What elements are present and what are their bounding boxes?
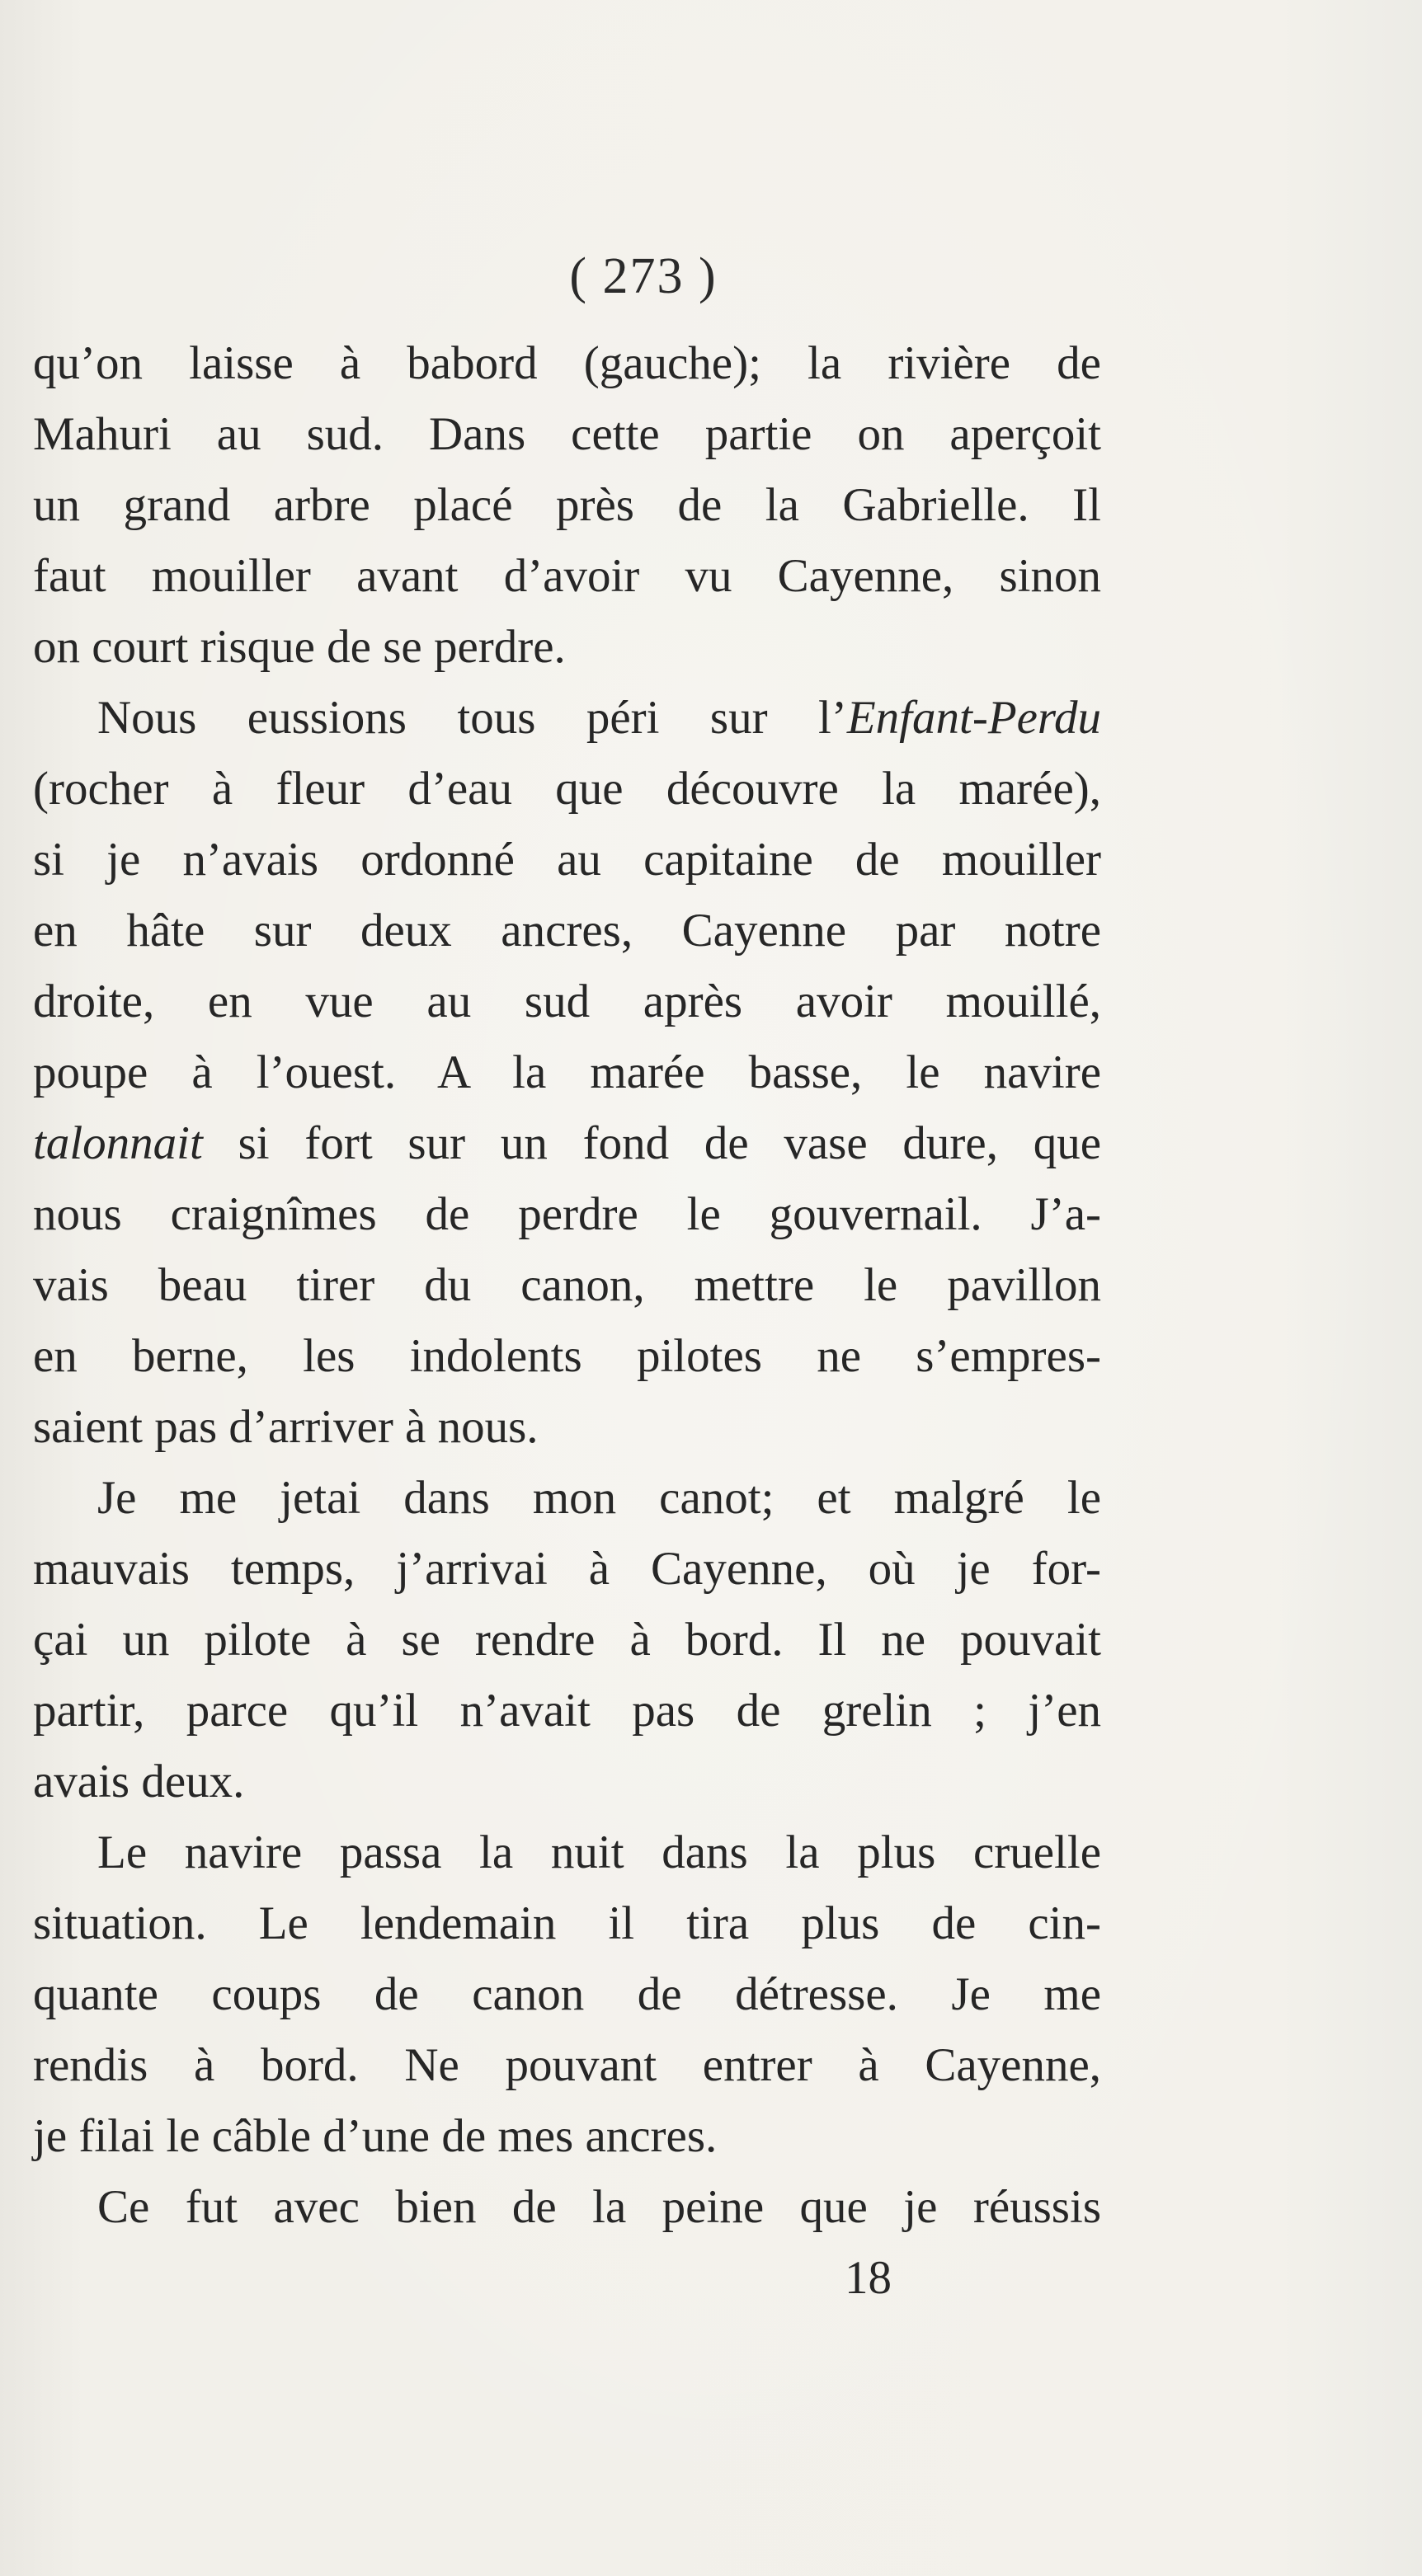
text-line: Nous eussions tous péri sur l’Enfant-Perdu — [97, 692, 1101, 744]
text-line: en hâte sur deux ancres, Cayenne par notre — [33, 905, 1101, 957]
page-number: ( 273 ) — [569, 248, 718, 304]
text-line: (rocher à fleur d’eau que découvre la marée), — [33, 763, 1101, 815]
text-line: çai un pilote à se rendre à bord. Il ne pouvait — [33, 1614, 1101, 1666]
text-line: si je n’avais ordonné au capitaine de mouiller — [33, 834, 1101, 886]
text-line: situation. Le lendemain il tira plus de cin- — [33, 1897, 1101, 1949]
text-line: partir, parce qu’il n’avait pas de grelin ; j’en — [33, 1685, 1101, 1737]
text-line: en berne, les indolents pilotes ne s’empres- — [33, 1330, 1101, 1382]
text-line: mauvais temps, j’arrivai à Cayenne, où je for- — [33, 1543, 1101, 1595]
text-line: saient pas d’arriver à nous. — [33, 1401, 539, 1453]
text-line: on court risque de se perdre. — [33, 621, 566, 673]
text-line: Mahuri au sud. Dans cette partie on aperçoit — [33, 408, 1101, 460]
italic-term: talonnait — [33, 1117, 203, 1169]
text-line: rendis à bord. Ne pouvant entrer à Cayenne, — [33, 2039, 1101, 2091]
text-line: Le navire passa la nuit dans la plus cruelle — [97, 1826, 1101, 1878]
text-line: avais deux. — [33, 1756, 245, 1807]
text-line: quante coups de canon de détresse. Je me — [33, 1968, 1101, 2020]
text-line: poupe à l’ouest. A la marée basse, le navire — [33, 1046, 1101, 1098]
text-line: talonnait si fort sur un fond de vase dure, que — [33, 1117, 1101, 1169]
text-line: Ce fut avec bien de la peine que je réussis — [97, 2181, 1101, 2233]
text-line: qu’on laisse à babord (gauche); la rivière de — [33, 337, 1101, 389]
text-line: Je me jetai dans mon canot; et malgré le — [97, 1472, 1101, 1524]
text-line: nous craignîmes de perdre le gouvernail. J’a- — [33, 1188, 1101, 1240]
text-line: faut mouiller avant d’avoir vu Cayenne, sinon — [33, 550, 1101, 602]
signature-mark: 18 — [845, 2252, 892, 2304]
text-line: vais beau tirer du canon, mettre le pavillon — [33, 1259, 1101, 1311]
italic-term: Enfant-Perdu — [846, 692, 1101, 744]
text-line: un grand arbre placé près de la Gabrielle. Il — [33, 479, 1101, 531]
text-line: droite, en vue au sud après avoir mouillé, — [33, 975, 1101, 1027]
text-line: je filai le câble d’une de mes ancres. — [33, 2110, 718, 2162]
body-text — [33, 328, 1101, 2314]
